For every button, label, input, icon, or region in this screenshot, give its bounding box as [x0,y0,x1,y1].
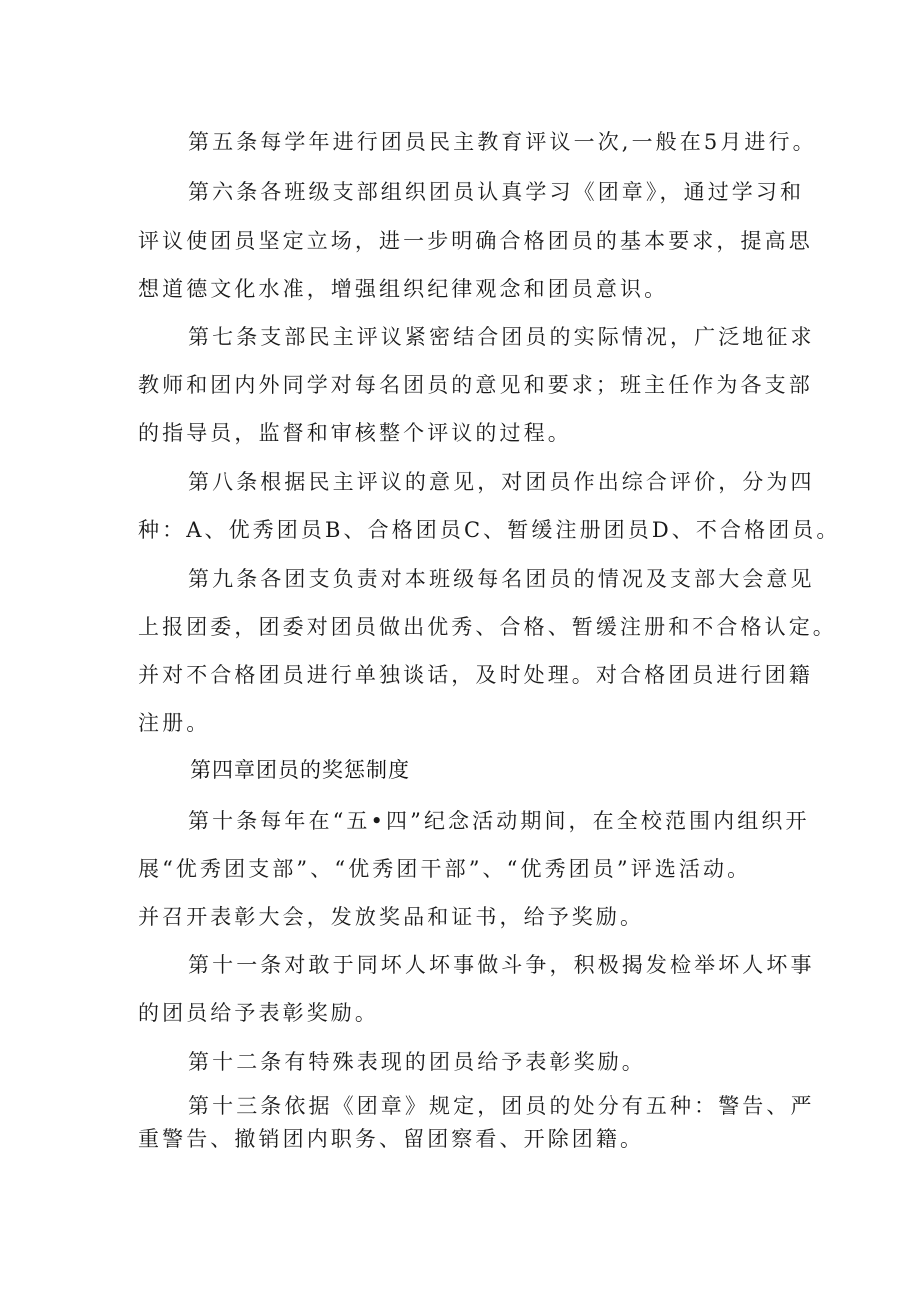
article-7-line-1: 第七条支部民主评议紧密结合团员的实际情况，广泛地征求 [188,325,815,349]
article-10-line-1: 第十条每年在“五•四”纪念活动期间，在全校范围内组织开 [188,809,810,833]
article-6-line-1: 第六条各班级支部组织团员认真学习《团章》，通过学习和 [188,180,805,204]
article-9-line-4: 注册。 [138,711,211,735]
article-8-line-1: 第八条根据民主评议的意见，对团员作出综合评价，分为四 [188,470,815,494]
article-9-line-1: 第九条各团支负责对本班级每名团员的情况及支部大会意见 [188,567,815,591]
article-5-line-1: 第五条每学年进行团员民主教育评议一次,一般在5月进行。 [188,130,817,154]
article-9-line-3: 并对不合格团员进行单独谈话，及时处理。对合格团员进行团籍 [138,663,813,687]
chapter-heading: 第四章团员的奖惩制度 [190,758,410,782]
article-13-line-1: 第十三条依据《团章》规定，团员的处分有五种：警告、严 [188,1094,815,1118]
article-6-line-3: 想道德文化水准，增强组织纪律观念和团员意识。 [138,277,669,301]
article-11-line-2: 的团员给予表彰奖励。 [138,1001,379,1025]
article-8-line-2: 种：A、优秀团员B、合格团员C、暂缓注册团员D、不合格团员。 [138,518,841,542]
article-12-line-1: 第十二条有特殊表现的团员给予表彰奖励。 [188,1050,646,1074]
article-6-line-2: 评议使团员坚定立场，进一步明确合格团员的基本要求，提高思 [138,229,813,253]
article-10-line-2: 展“优秀团支部”、“优秀团干部”、“优秀团员”评选活动。 [138,857,752,881]
article-10-line-3: 并召开表彰大会，发放奖品和证书，给予奖励。 [138,905,645,929]
article-13-line-2: 重警告、撤销团内职务、留团察看、开除团籍。 [138,1127,645,1151]
article-9-line-2: 上报团委，团委对团员做出优秀、合格、暂缓注册和不合格认定。 [138,615,837,639]
article-7-line-3: 的指导员，监督和审核整个评议的过程。 [138,421,572,445]
article-7-line-2: 教师和团内外同学对每名团员的意见和要求；班主任作为各支部 [138,373,813,397]
article-11-line-1: 第十一条对敢于同坏人坏事做斗争，积极揭发检举坏人坏事 [188,953,815,977]
